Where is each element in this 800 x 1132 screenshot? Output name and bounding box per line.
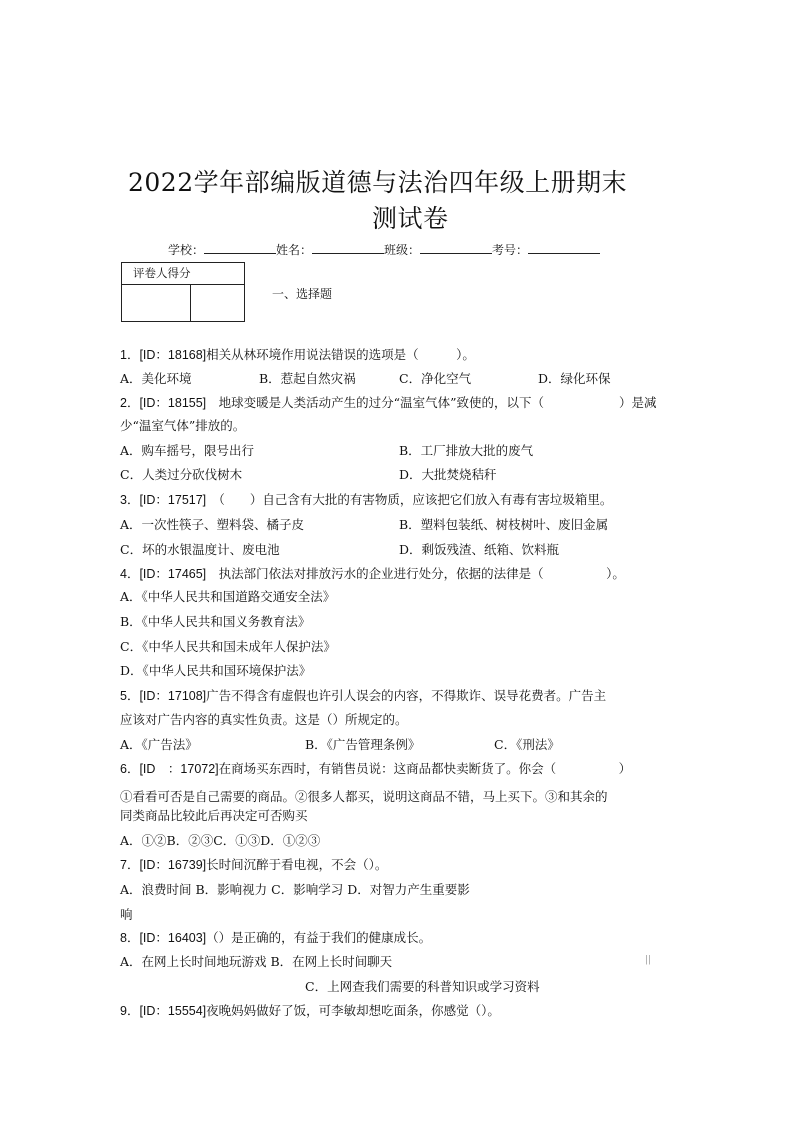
question-8: [120, 928, 431, 946]
q1-option-c[interactable]: C．净化空气: [399, 371, 472, 386]
question-id: [ID：16739]: [139, 858, 207, 872]
question-text: 夜晚妈妈做好了饭，可李敏却想吃面条，你感觉（）。: [206, 1003, 500, 1018]
q4-option-d[interactable]: D．《中华人民共和国环境保护法》: [120, 663, 312, 678]
question-id: [ID：18155]: [139, 396, 207, 410]
question-id: [ID：17517]: [139, 493, 207, 507]
q2-option-d[interactable]: D．大批焚烧秸秆: [399, 467, 497, 482]
question-text: （）是正确的，有益于我们的健康成长。: [206, 930, 432, 945]
class-blank[interactable]: [420, 241, 492, 254]
q2-option-b[interactable]: B．工厂排放大批的废气: [399, 443, 534, 458]
question-number: 9．: [120, 1004, 140, 1018]
question-id: [ID：17465]: [139, 567, 207, 581]
question-number: 5．: [120, 689, 140, 703]
question-id: [ID：16403]: [139, 931, 207, 945]
question-6: [120, 759, 631, 777]
question-7: [120, 855, 387, 873]
q8-option-c[interactable]: C．上网查我们需要的科普知识或学习资料: [305, 979, 540, 994]
question-text: 相关从林环境作用说法错误的选项是（ ）。: [206, 347, 475, 362]
q1-option-b[interactable]: B．惹起自然灾祸: [259, 371, 356, 386]
q4-option-c[interactable]: C．《中华人民共和国未成年人保护法》: [120, 639, 336, 654]
q7-options-continued: 响: [120, 907, 133, 922]
q3-option-b[interactable]: B．塑料包装纸、树枝树叶、废旧金属: [399, 517, 609, 532]
section-heading: 一、选择题: [272, 287, 333, 301]
q5-option-c[interactable]: C．《刑法》: [494, 737, 560, 752]
q6-options[interactable]: A．①②B．②③C．①③D．①②③: [120, 833, 321, 848]
score-table-header: 评卷人得分: [122, 263, 244, 285]
q7-options[interactable]: A．浪费时间 B．影响视力 C．影响学习 D．对智力产生重要影: [120, 882, 470, 897]
question-number: 1．: [120, 348, 140, 362]
question-1: [120, 345, 475, 363]
question-9: [120, 1001, 500, 1019]
q4-option-a[interactable]: A．《中华人民共和国道路交通安全法》: [120, 589, 336, 604]
question-3: [120, 490, 612, 508]
school-blank[interactable]: [204, 241, 276, 254]
question-number: 2．: [120, 396, 140, 410]
q3-option-d[interactable]: D．剩饭残渣、纸箱、饮料瓶: [399, 542, 560, 557]
page-title-line2: 测试卷: [372, 204, 449, 233]
exam-no-blank[interactable]: [528, 241, 600, 254]
question-text: 地球变暖是人类活动产生的过分“温室气体”致使的，以下（ ）是减: [206, 395, 657, 410]
question-text: 广告不得含有虚假也许引人误会的内容，不得欺诈、误导花费者。广告主: [206, 688, 607, 703]
score-table: [121, 262, 245, 322]
student-info-line: [168, 241, 600, 258]
question-number: 8．: [120, 931, 140, 945]
question-2-continued: 少“温室气体”排放的。: [120, 418, 246, 433]
q4-option-b[interactable]: B．《中华人民共和国义务教育法》: [120, 614, 311, 629]
margin-mark: ||: [645, 955, 652, 965]
q1-option-d[interactable]: D．绿化环保: [538, 371, 611, 386]
question-text: 长时间沉醉于看电视，不会（）。: [206, 857, 388, 872]
school-label: 学校：: [168, 243, 205, 257]
q5-option-b[interactable]: B．《广告管理条例》: [305, 737, 421, 752]
exam-no-label: 考号：: [492, 243, 529, 257]
question-id: [ID ：17072]: [139, 762, 219, 776]
q2-option-c[interactable]: C．人类过分砍伐树木: [120, 467, 243, 482]
question-id: [ID：18168]: [139, 348, 207, 362]
question-text: 在商场买东西时，有销售员说：这商品都快卖断货了。你会（ ）: [218, 761, 632, 776]
q2-option-a[interactable]: A．购车摇号，限号出行: [120, 443, 255, 458]
class-label: 班级：: [384, 243, 421, 257]
question-4: [120, 564, 625, 582]
question-id: [ID：15554]: [139, 1004, 207, 1018]
question-id: [ID：17108]: [139, 689, 207, 703]
q5-option-a[interactable]: A．《广告法》: [120, 737, 198, 752]
q3-option-a[interactable]: A．一次性筷子、塑料袋、橘子皮: [120, 517, 305, 532]
name-blank[interactable]: [312, 241, 384, 254]
q1-option-a[interactable]: A．美化环境: [120, 371, 192, 386]
score-table-divider: [190, 285, 191, 322]
question-text: （ ）自己含有大批的有害物质，应该把它们放入有毒有害垃圾箱里。: [206, 492, 613, 507]
question-number: 7．: [120, 858, 140, 872]
question-5-continued: 应该对广告内容的真实性负责。这是（）所规定的。: [120, 712, 408, 727]
question-text: 执法部门依法对排放污水的企业进行处分，依据的法律是（ ）。: [206, 566, 625, 581]
page-title-line1: 2022学年部编版道德与法治四年级上册期末: [128, 168, 628, 197]
question-6-continued: ①看看可否是自己需要的商品。②很多人都买，说明这商品不错，马上买下。③和其余的: [120, 789, 608, 804]
name-label: 姓名：: [276, 243, 313, 257]
question-5: [120, 686, 606, 704]
q8-options-ab[interactable]: A．在网上长时间地玩游戏 B．在网上长时间聊天: [120, 954, 393, 969]
question-number: 3．: [120, 493, 140, 507]
question-6-continued-2: 同类商品比较此后再决定可否购买: [120, 808, 308, 823]
question-2: [120, 393, 656, 411]
q3-option-c[interactable]: C．坏的水银温度计、废电池: [120, 542, 280, 557]
question-number: 6．: [120, 762, 140, 776]
question-number: 4．: [120, 567, 140, 581]
